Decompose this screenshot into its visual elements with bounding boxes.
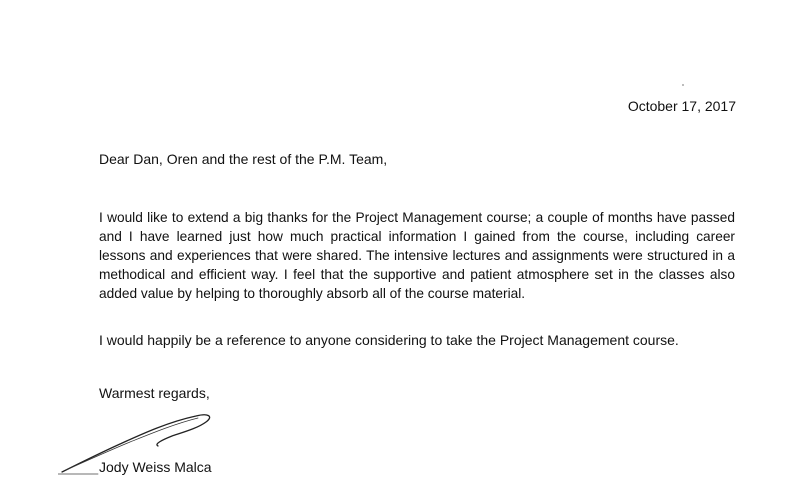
- scan-speck: [682, 84, 684, 86]
- signer-name: Jody Weiss Malca: [99, 459, 212, 475]
- letter-salutation: Dear Dan, Oren and the rest of the P.M. Team,: [99, 151, 388, 167]
- letter-closing: Warmest regards,: [99, 385, 210, 401]
- letter-date: October 17, 2017: [627, 98, 736, 114]
- letter-reference-paragraph: I would happily be a reference to anyone considering to take the Project Management course.: [99, 332, 679, 348]
- letter-body-paragraph: I would like to extend a big thanks for the Project Management course; a couple of months have passed and I have learned just how much practical information I gained from the course, including career lessons and experiences that were shared. The intensive lectures and assignments were structured in a methodical and efficient way. I feel that the supportive and patient atmosphere set in the classes also added value by helping to thoroughly absorb all of the course material.: [99, 210, 735, 301]
